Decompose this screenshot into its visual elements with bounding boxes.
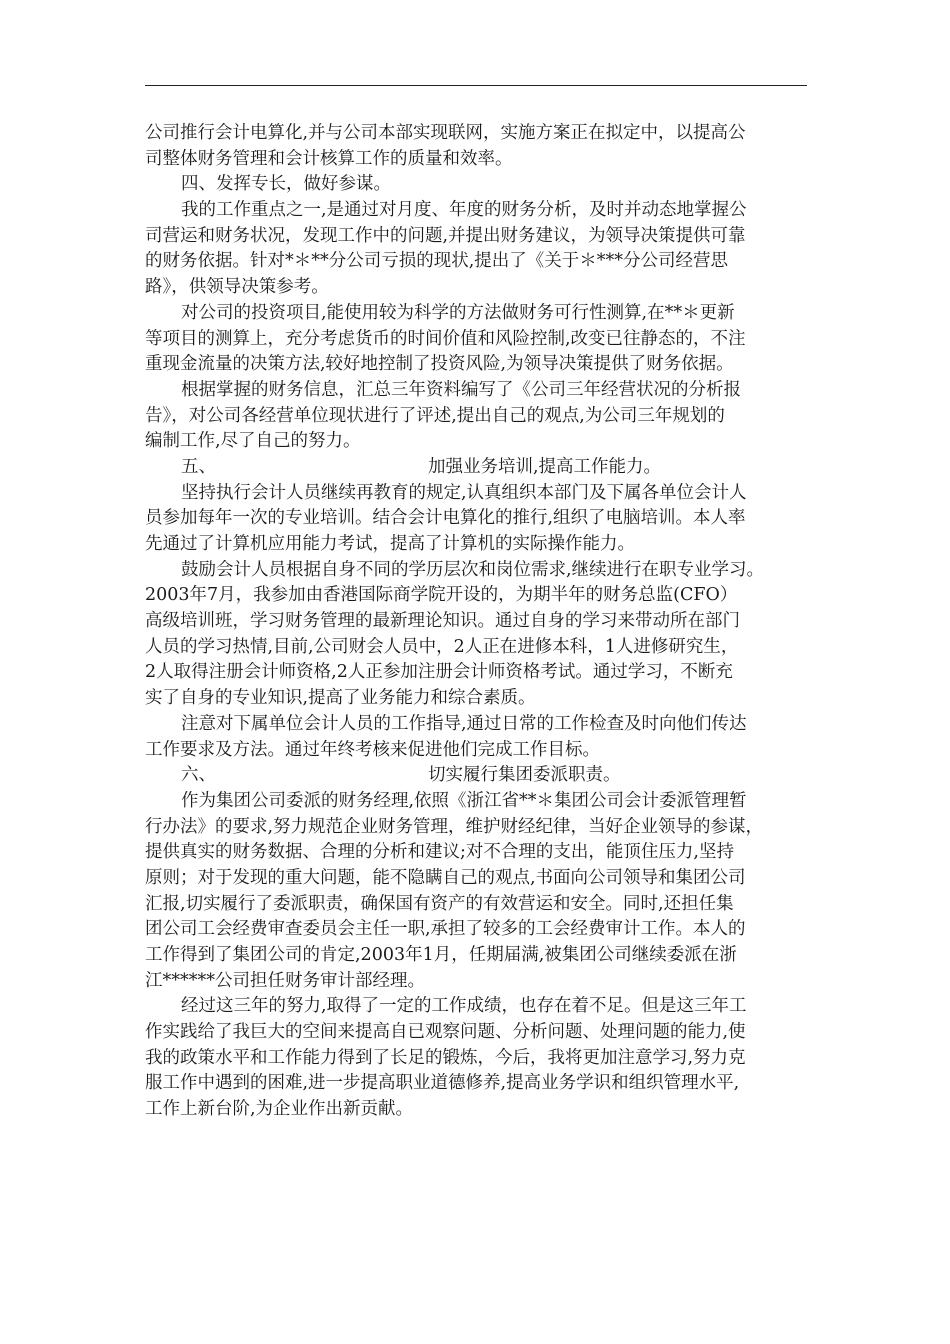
text-line: 团公司工会经费审查委员会主任一职,承担了较多的工会经费审计工作。本人的 xyxy=(145,919,746,940)
text-line: 江******公司担任财务审计部经理。 xyxy=(145,970,425,991)
text-line: 编制工作,尽了自己的努力。 xyxy=(145,431,361,452)
text-line: 2人取得注册会计师资格,2人正参加注册会计师资格考试。通过学习，不断充 xyxy=(145,662,733,683)
text-line: 我的工作重点之一,是通过对月度、年度的财务分析，及时并动态地掌握公 xyxy=(181,200,747,221)
text-line: 鼓励会计人员根据自身不同的学历层次和岗位需求,继续进行在职专业学习。 xyxy=(181,559,765,580)
text-line: 作实践给了我巨大的空间来提高自已观察问题、分析问题、处理问题的能力,使 xyxy=(145,1022,746,1043)
text-line: 路》，供领导决策参考。 xyxy=(145,277,329,298)
text-line: 人员的学习热情,目前,公司财会人员中，2人正在进修本科，1人进修研究生， xyxy=(145,636,739,657)
text-line: 工作得到了集团公司的肯定,2003年1月，任期届满,被集团公司继续委派在浙 xyxy=(145,945,737,965)
section-heading xyxy=(145,455,807,481)
section-title: 切实履行集团委派职责。 xyxy=(428,765,621,786)
text-line: 司整体财务管理和会计核算工作的质量和效率。 xyxy=(145,148,513,169)
text-line: 员参加每年一次的专业培训。结合会计电算化的推行,组织了电脑培训。本人率 xyxy=(145,508,746,529)
text-line: 实了自身的专业知识,提高了业务能力和综合素质。 xyxy=(145,688,536,709)
section-number: 五、 xyxy=(181,456,216,477)
section-title: 加强业务培训,提高工作能力。 xyxy=(428,456,662,477)
text-line: 坚持执行会计人员继续再教育的规定,认真组织本部门及下属各单位会计人 xyxy=(181,482,747,503)
text-line: 工作要求及方法。通过年终考核来促进他们完成工作目标。 xyxy=(145,739,600,760)
text-line: 作为集团公司委派的财务经理,依照《浙江省**＊集团公司会计委派管理暂 xyxy=(181,790,747,811)
text-line: 注意对下属单位会计人员的工作指导,通过日常的工作检查及时向他们传达 xyxy=(181,713,747,734)
text-line: 工作上新台阶,为企业作出新贡献。 xyxy=(145,1099,414,1120)
text-line: 行办法》的要求,努力规范企业财务管理，维护财经纪律，当好企业领导的参谋， xyxy=(145,816,764,837)
section-heading xyxy=(145,763,807,789)
section-number: 六、 xyxy=(181,765,216,786)
section-heading: 四、发挥专长，做好参谋。 xyxy=(181,174,391,195)
text-line: 根据掌握的财务信息，汇总三年资料编写了《公司三年经营状况的分析报 xyxy=(181,379,741,400)
text-line: 2003年7月，我参加由香港国际商学院开设的，为期半年的财务总监(CFO） xyxy=(145,585,738,606)
text-line: 高级培训班，学习财务管理的最新理论知识。通过自身的学习来带动所在部门 xyxy=(145,611,740,632)
text-line: 汇报,切实履行了委派职责，确保国有资产的有效营运和安全。同时,还担任集 xyxy=(145,893,734,914)
text-line: 服工作中遇到的困难,进一步提高职业道德修养,提高业务学识和组织管理水平, xyxy=(145,1073,740,1094)
text-line: 原则；对于发现的重大问题，能不隐瞒自己的观点,书面向公司领导和集团公司 xyxy=(145,867,746,888)
text-line: 司营运和财务状况，发现工作中的问题,并提出财务建议，为领导决策提供可靠 xyxy=(145,225,746,246)
text-line: 重现金流量的决策方法,较好地控制了投资风险,为领导决策提供了财务依据。 xyxy=(145,354,734,375)
document-body xyxy=(145,121,807,1123)
text-line: 先通过了计算机应用能力考试，提高了计算机的实际操作能力。 xyxy=(145,534,635,554)
text-line: 经过这三年的努力,取得了一定的工作成绩，也存在着不足。但是这三年工 xyxy=(181,996,747,1017)
text-line: 对公司的投资项目,能使用较为科学的方法做财务可行性测算,在**＊更新 xyxy=(181,302,735,323)
text-line: 等项目的测算上，充分考虑货币的时间价值和风险控制,改变已往静态的，不注 xyxy=(145,328,746,349)
text-line: 提供真实的财务数据、合理的分析和建议;对不合理的支出，能顶住压力,坚持 xyxy=(145,842,734,863)
text-line: 我的政策水平和工作能力得到了长足的锻炼，今后，我将更加注意学习,努力克 xyxy=(145,1047,746,1068)
text-line: 告》，对公司各经营单位现状进行了评述,提出自己的观点,为公司三年规划的 xyxy=(145,405,725,426)
text-line: 公司推行会计电算化,并与公司本部实现联网，实施方案正在拟定中，以提高公 xyxy=(145,123,746,143)
text-line: 的财务依据。针对*＊**分公司亏损的现状,提出了《关于＊***分公司经营思 xyxy=(145,251,729,272)
header-rule xyxy=(145,85,807,86)
